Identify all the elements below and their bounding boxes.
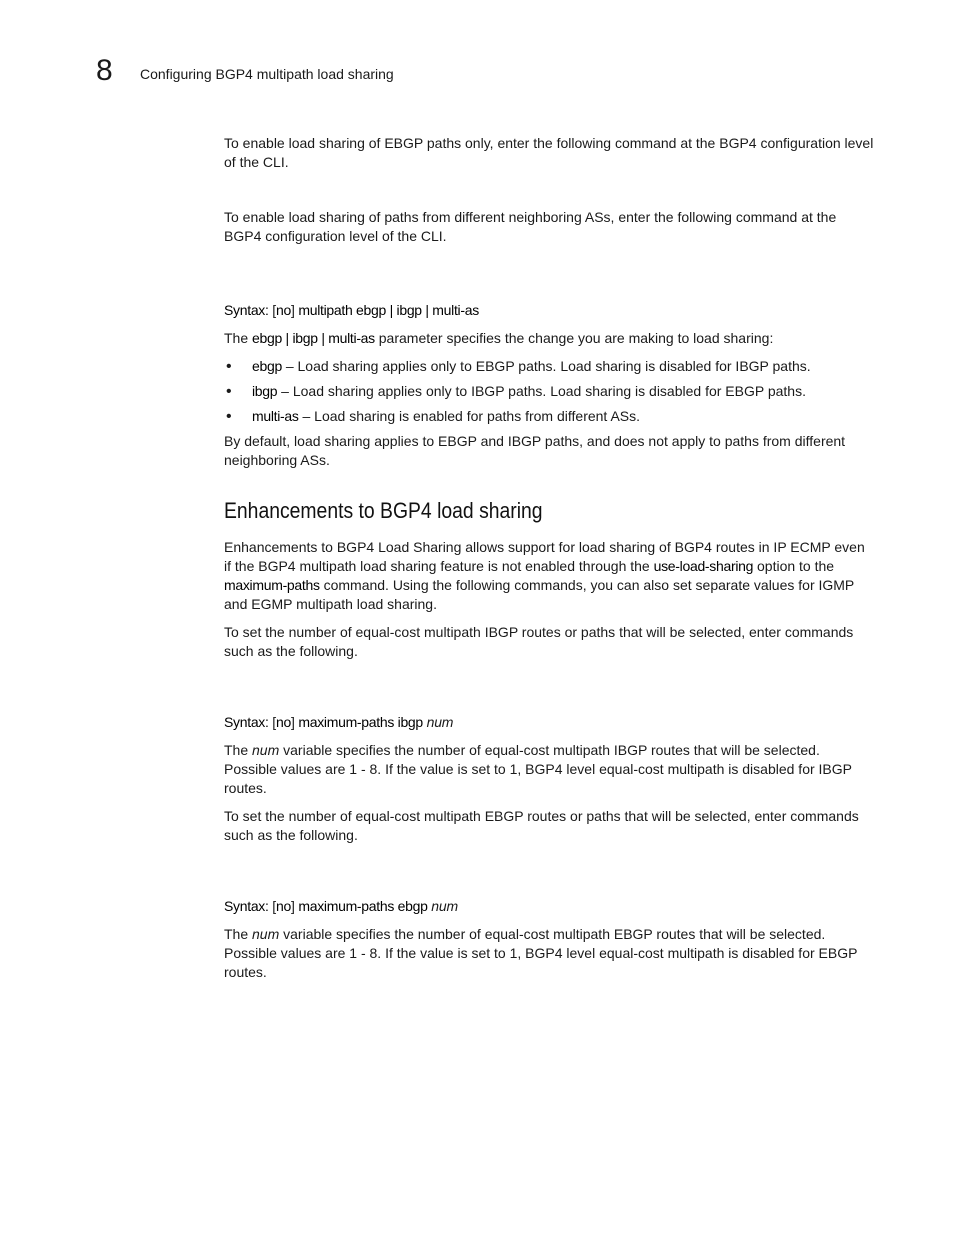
enh-term-use-load-sharing: use-load-sharing — [653, 558, 754, 574]
num-variable: num — [252, 926, 280, 942]
running-header-title: Configuring BGP4 multipath load sharing — [140, 66, 394, 82]
syntax-bracket-open: [ — [268, 898, 276, 914]
bullet-item-ibgp — [224, 382, 874, 401]
bullet-desc: – Load sharing applies only to EBGP paths. Load sharing is disabled for IBGP paths. — [281, 358, 811, 374]
paragraph-num-ebgp — [224, 925, 874, 982]
syntax-bracket-close: ] — [290, 714, 299, 730]
num-ibgp-desc: variable specifies the number of equal-cost multipath IBGP routes that will be selected. Possible values are 1 - 8. If the value is set to 1, BGP4 level equal-cost multipath is disabled for IBGP routes. — [224, 742, 852, 796]
num-ebgp-desc: variable specifies the number of equal-cost multipath EBGP routes that will be selected. Possible values are 1 - 8. If the value is set to 1, BGP4 level equal-cost multipath is disabled for EBGP routes. — [224, 926, 858, 980]
enh-text-3: command. Using the following commands, you can also set separate values for IGMP and EGMP multipath load sharing. — [224, 577, 855, 612]
parameter-bullet-list — [224, 357, 874, 426]
bullet-desc: – Load sharing is enabled for paths from different ASs. — [298, 408, 641, 424]
chapter-number: 8 — [96, 54, 113, 87]
bullet-term: ebgp — [252, 358, 282, 374]
syntax-bracket-close: ] — [290, 302, 299, 318]
bullet-item-multi-as — [224, 407, 874, 426]
param-desc: parameter specifies the change you are making to load sharing: — [374, 330, 774, 346]
syntax-bracket-open: [ — [268, 714, 276, 730]
bullet-term: multi-as — [252, 408, 299, 424]
syntax-no-keyword: no — [275, 714, 291, 730]
section-heading: Enhancements to BGP4 load sharing — [224, 498, 543, 523]
syntax-maximum-paths-ebgp — [224, 897, 874, 916]
paragraph-multi-as: To enable load sharing of paths from different neighboring ASs, enter the following command at the BGP4 configuration level of the CLI. — [224, 209, 837, 244]
syntax-variable: num — [431, 898, 458, 914]
syntax-command: maximum-paths ebgp — [298, 898, 428, 914]
syntax-variable: num — [426, 714, 454, 730]
bullet-desc: – Load sharing applies only to IBGP paths. Load sharing is disabled for EBGP paths. — [277, 383, 806, 399]
syntax-bracket-close: ] — [290, 898, 299, 914]
syntax-bracket-open: [ — [268, 302, 276, 318]
paragraph-set-ibgp: To set the number of equal-cost multipath IBGP routes or paths that will be selected, enter commands such as the following. — [224, 624, 854, 659]
syntax-label: Syntax: — [224, 898, 269, 914]
syntax-no-keyword: no — [275, 302, 291, 318]
page-body — [224, 134, 874, 982]
paragraph-ebgp-only: To enable load sharing of EBGP paths only, enter the following command at the BGP4 configuration level of the CLI. — [224, 135, 874, 170]
paragraph-enhancements — [224, 538, 874, 614]
num-the: The — [224, 742, 253, 758]
enh-term-maximum-paths: maximum-paths — [224, 577, 320, 593]
bullet-item-ebgp — [224, 357, 874, 376]
num-variable: num — [252, 742, 280, 758]
paragraph-set-ebgp: To set the number of equal-cost multipath EBGP routes or paths that will be selected, enter commands such as the following. — [224, 808, 859, 843]
bullet-term: ibgp — [252, 383, 278, 399]
syntax-command: multipath ebgp | ibgp | multi-as — [298, 302, 479, 318]
param-the: The — [224, 330, 253, 346]
syntax-maximum-paths-ibgp — [224, 713, 874, 732]
enh-text-2: option to the — [753, 558, 835, 574]
syntax-multipath — [224, 301, 874, 320]
syntax-label: Syntax: — [224, 302, 269, 318]
paragraph-default-behavior: By default, load sharing applies to EBGP and IBGP paths, and does not apply to paths from different neighboring ASs. — [224, 433, 846, 468]
bullet-icon: • — [226, 358, 232, 375]
syntax-label: Syntax: — [224, 714, 269, 730]
paragraph-parameter — [224, 329, 874, 348]
paragraph-num-ibgp — [224, 741, 874, 798]
num-the: The — [224, 926, 253, 942]
bullet-icon: • — [226, 383, 232, 400]
bullet-icon: • — [226, 408, 232, 425]
enh-text-1: Enhancements to BGP4 Load Sharing allows support for load sharing of BGP4 routes in IP ECMP even if the BGP4 multipath load sharing feature is not enabled through the — [224, 539, 865, 574]
syntax-no-keyword: no — [275, 898, 291, 914]
param-name: ebgp | ibgp | multi-as — [252, 330, 375, 346]
syntax-command: maximum-paths ibgp — [298, 714, 423, 730]
